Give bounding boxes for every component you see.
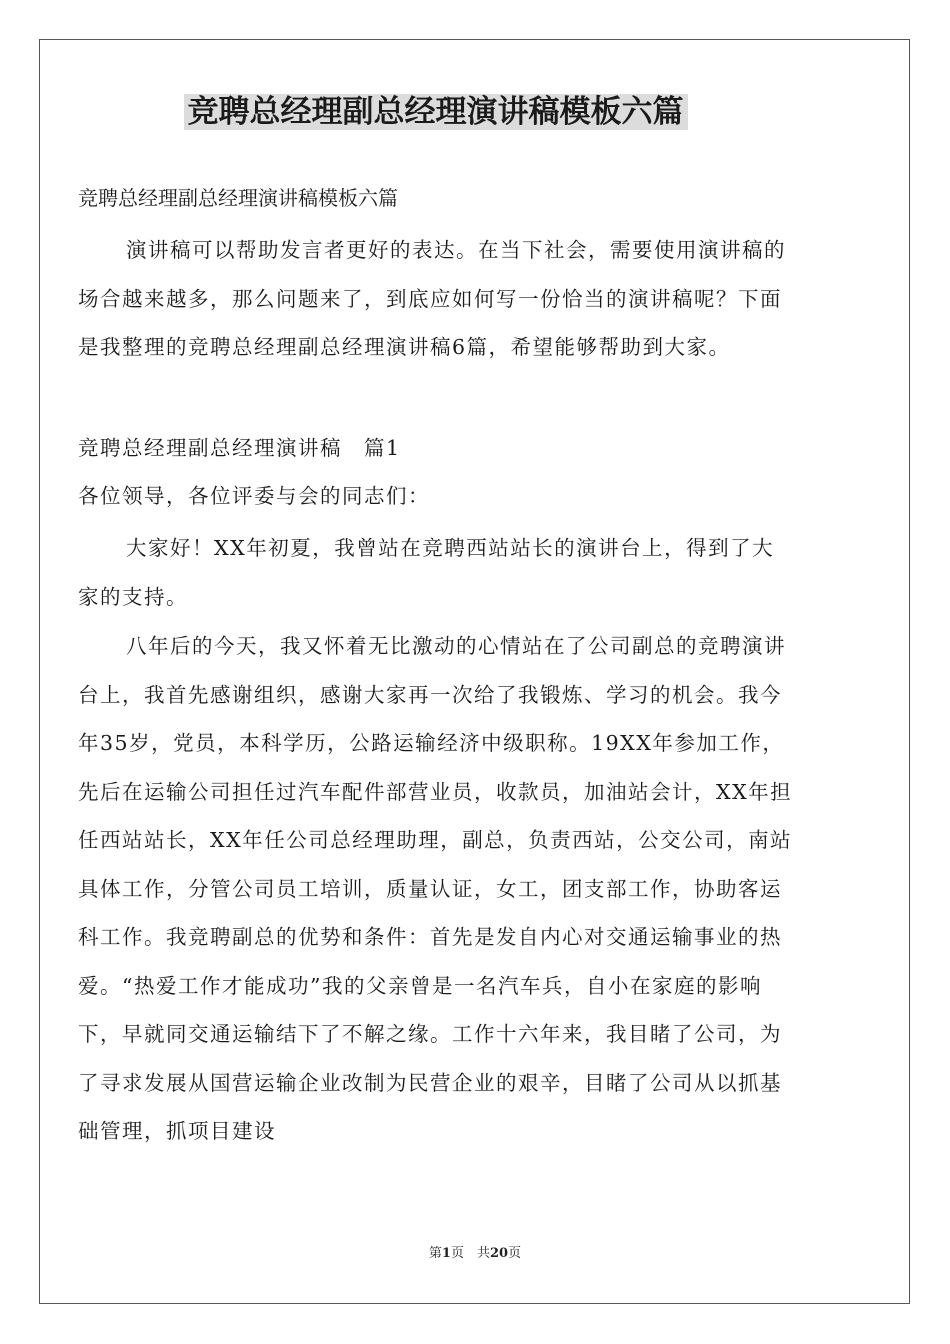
document-title [78,90,793,134]
footer-page-total: 20 [489,1246,509,1261]
document-subtitle: 竞聘总经理副总经理演讲稿模板六篇 [78,186,398,210]
section-heading: 竞聘总经理副总经理演讲稿 篇1 [78,436,401,460]
salutation-block [78,472,793,521]
intro-block [78,226,793,372]
page-footer [0,1245,950,1263]
footer-page-end: 页 [508,1246,522,1261]
paragraph-1: 大家好！XX年初夏，我曾站在竞聘西站站长的演讲台上，得到了大家的支持。 [78,536,775,609]
footer-page-prefix: 第 [428,1246,442,1261]
intro-paragraph: 演讲稿可以帮助发言者更好的表达。在当下社会，需要使用演讲稿的场合越来越多，那么问题来了，到底应如何写一份恰当的演讲稿呢？下面是我整理的竞聘总经理副总经理演讲稿6篇，希望能够帮助到大家。 [78,238,786,359]
footer-page-suffix: 页 共 [450,1246,490,1261]
section-heading-block [78,424,793,473]
footer-page-current: 1 [441,1246,451,1261]
document-title-text: 竞聘总经理副总经理演讲稿模板六篇 [184,94,688,130]
paragraph-2-block [78,622,793,1156]
paragraph-2: 八年后的今天，我又怀着无比激动的心情站在了公司副总的竞聘演讲台上，我首先感谢组织，感谢大家再一次给了我锻炼、学习的机会。我今年35岁，党员，本科学历，公路运输经济中级职称。19XX年参加工作，先后在运输公司担任过汽车配件部营业员，收款员，加油站会计，XX年担任西站站长，XX年任公司总经理助理，副总，负责西站，公交公司，南站具体工作，分管公司员工培训，质量认证，女工，团支部工作，协助客运科工作。我竞聘副总的优势和条件：首先是发自内心对交通运输事业的热爱。“热爱工作才能成功”我的父亲曾是一名汽车兵，自小在家庭的影响下，早就同交通运输结下了不解之缘。工作十六年来，我目睹了公司，为了寻求发展从国营运输企业改制为民营企业的艰辛，目睹了公司从以抓基础管理，抓项目建设 [78,634,793,1143]
salutation: 各位领导，各位评委与会的同志们： [78,484,430,508]
paragraph-1-block [78,524,793,621]
